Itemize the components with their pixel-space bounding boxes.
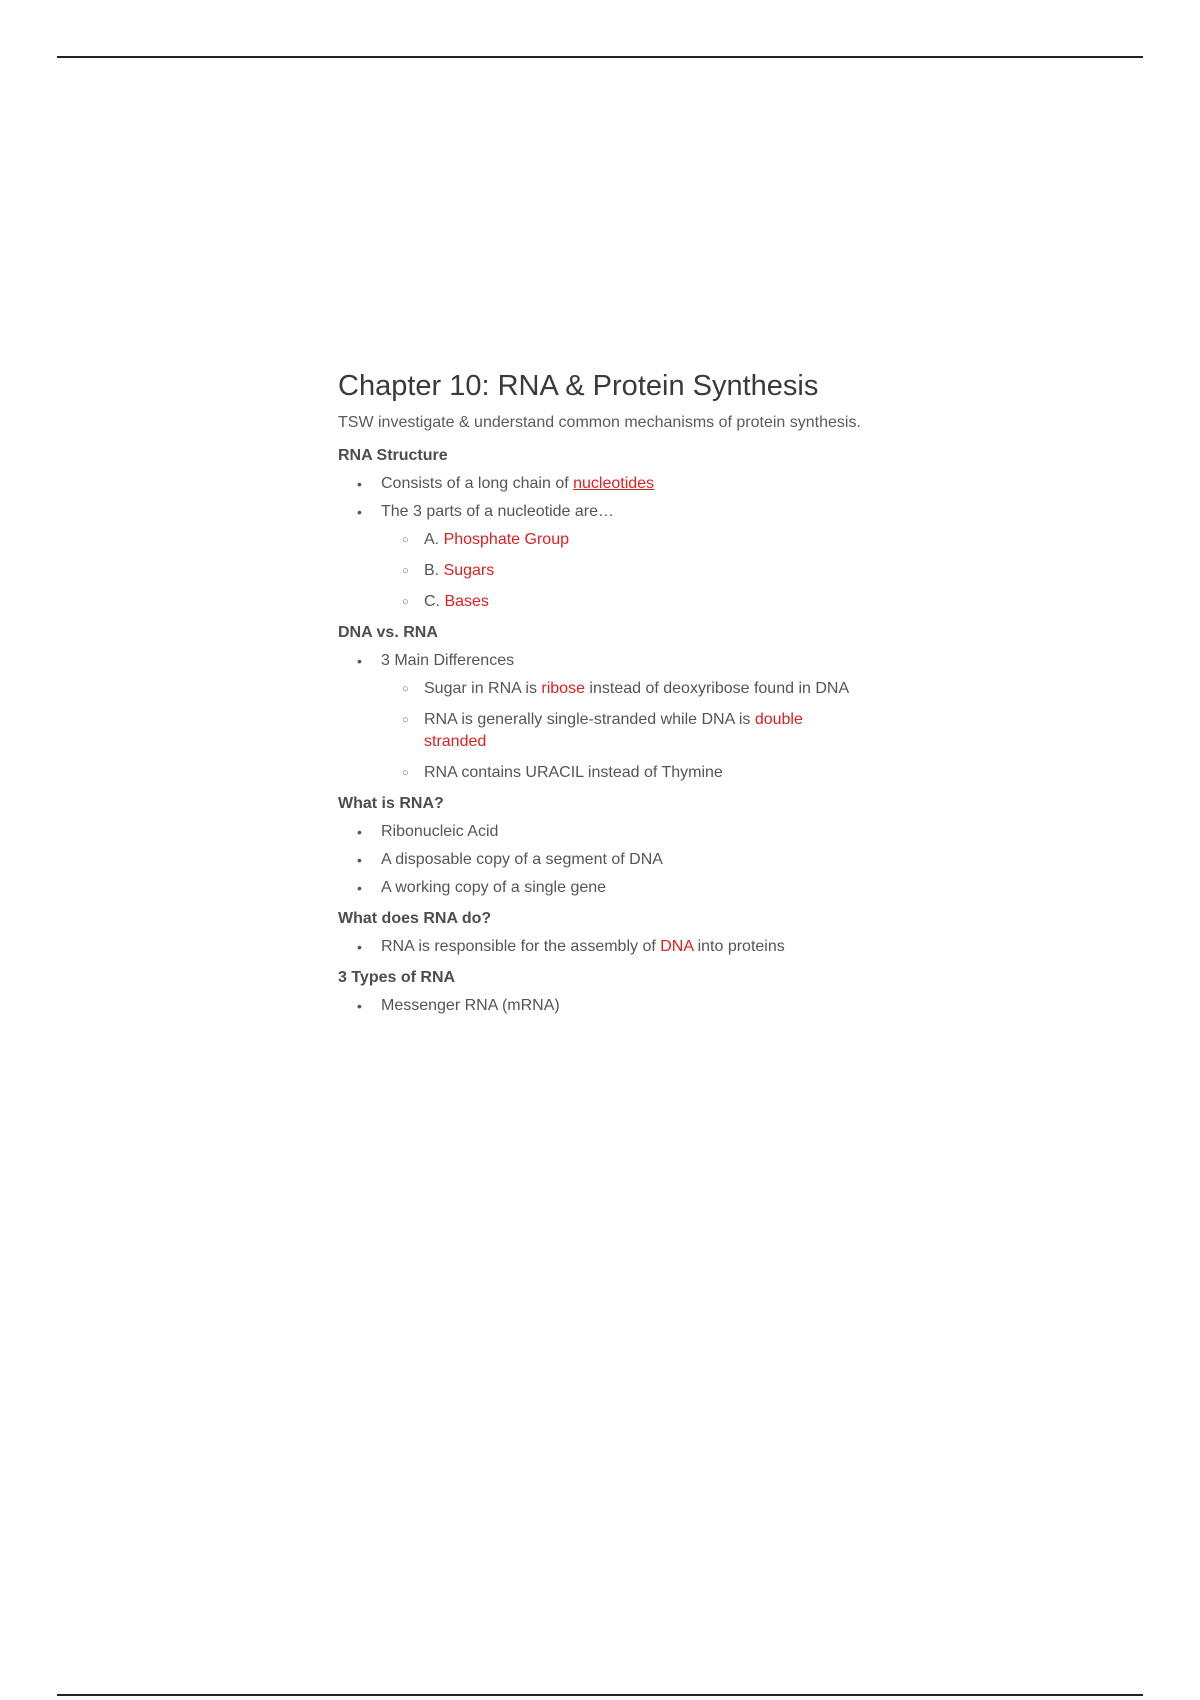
list-item-text: into proteins: [693, 938, 785, 955]
page-subtitle: TSW investigate & understand common mechanisms of protein synthesis.: [338, 414, 861, 431]
sub-item-text: Sugar in RNA is: [424, 680, 542, 697]
bullet-icon: •: [357, 998, 362, 1014]
differences-list: [381, 678, 868, 784]
list-item-text: Consists of a long chain of: [381, 475, 574, 492]
list-item-highlight: DNA: [660, 938, 694, 955]
list-item: [338, 995, 868, 1017]
section-heading-what-does-rna-do: What does RNA do?: [338, 910, 492, 927]
bullet-icon: •: [357, 476, 362, 492]
sub-list-item: [381, 529, 868, 551]
sub-list-item: [381, 709, 868, 753]
circle-bullet-icon: ○: [402, 683, 409, 695]
sub-item-text: RNA is generally single-stranded while DNA is: [424, 711, 755, 728]
circle-bullet-icon: ○: [402, 596, 409, 608]
list-item-text: A disposable copy of a segment of DNA: [381, 851, 663, 868]
section-heading-dna-vs-rna: DNA vs. RNA: [338, 624, 438, 641]
circle-bullet-icon: ○: [402, 714, 409, 726]
list-item: [338, 936, 868, 958]
rna-structure-list: [338, 473, 868, 613]
list-item: [338, 473, 868, 495]
section-heading-what-is-rna: What is RNA?: [338, 795, 444, 812]
bullet-icon: •: [357, 939, 362, 955]
sub-item-prefix: C.: [424, 593, 445, 610]
section-heading-types-of-rna: 3 Types of RNA: [338, 969, 456, 986]
sub-item-highlight: Phosphate Group: [443, 531, 569, 548]
sub-item-highlight: Bases: [444, 593, 489, 610]
circle-bullet-icon: ○: [402, 767, 409, 779]
sub-item-highlight: Sugars: [443, 562, 495, 579]
sub-list-item: [381, 591, 868, 613]
sub-item-prefix: B.: [424, 562, 444, 579]
sub-item-text: instead of deoxyribose found in DNA: [584, 680, 850, 697]
list-item-text: 3 Main Differences: [381, 652, 515, 669]
list-item: [338, 877, 868, 899]
circle-bullet-icon: ○: [402, 565, 409, 577]
list-item: [338, 650, 868, 784]
list-item-text: RNA is responsible for the assembly of: [381, 938, 661, 955]
list-item: [338, 501, 868, 613]
bullet-icon: •: [357, 880, 362, 896]
types-of-rna-list: [338, 995, 868, 1017]
sub-list-item: [381, 678, 868, 700]
bullet-icon: •: [357, 653, 362, 669]
page-title: Chapter 10: RNA & Protein Synthesis: [338, 370, 819, 402]
bullet-icon: •: [357, 824, 362, 840]
circle-bullet-icon: ○: [402, 534, 409, 546]
dna-vs-rna-list: [338, 650, 868, 784]
sub-item-highlight: double stranded: [424, 711, 803, 750]
sub-item-prefix: A.: [424, 531, 444, 548]
section-heading-rna-structure: RNA Structure: [338, 447, 448, 464]
list-item: [338, 849, 868, 871]
bottom-rule: [57, 1694, 1143, 1696]
list-item-text: Messenger RNA (mRNA): [381, 997, 560, 1014]
sub-list-item: [381, 762, 868, 784]
notes-page: [338, 366, 868, 1023]
list-item-text: A working copy of a single gene: [381, 879, 607, 896]
highlight-link[interactable]: nucleotides: [573, 475, 655, 492]
what-is-rna-list: [338, 821, 868, 899]
list-item-text: The 3 parts of a nucleotide are…: [381, 503, 615, 520]
bullet-icon: •: [357, 504, 362, 520]
sub-item-text: RNA contains URACIL instead of Thymine: [424, 764, 723, 781]
sub-item-highlight: ribose: [541, 680, 585, 697]
top-rule: [57, 56, 1143, 58]
list-item: [338, 821, 868, 843]
sub-list-item: [381, 560, 868, 582]
what-does-rna-do-list: [338, 936, 868, 958]
bullet-icon: •: [357, 852, 362, 868]
nucleotide-parts-list: [381, 529, 868, 613]
list-item-text: Ribonucleic Acid: [381, 823, 499, 840]
